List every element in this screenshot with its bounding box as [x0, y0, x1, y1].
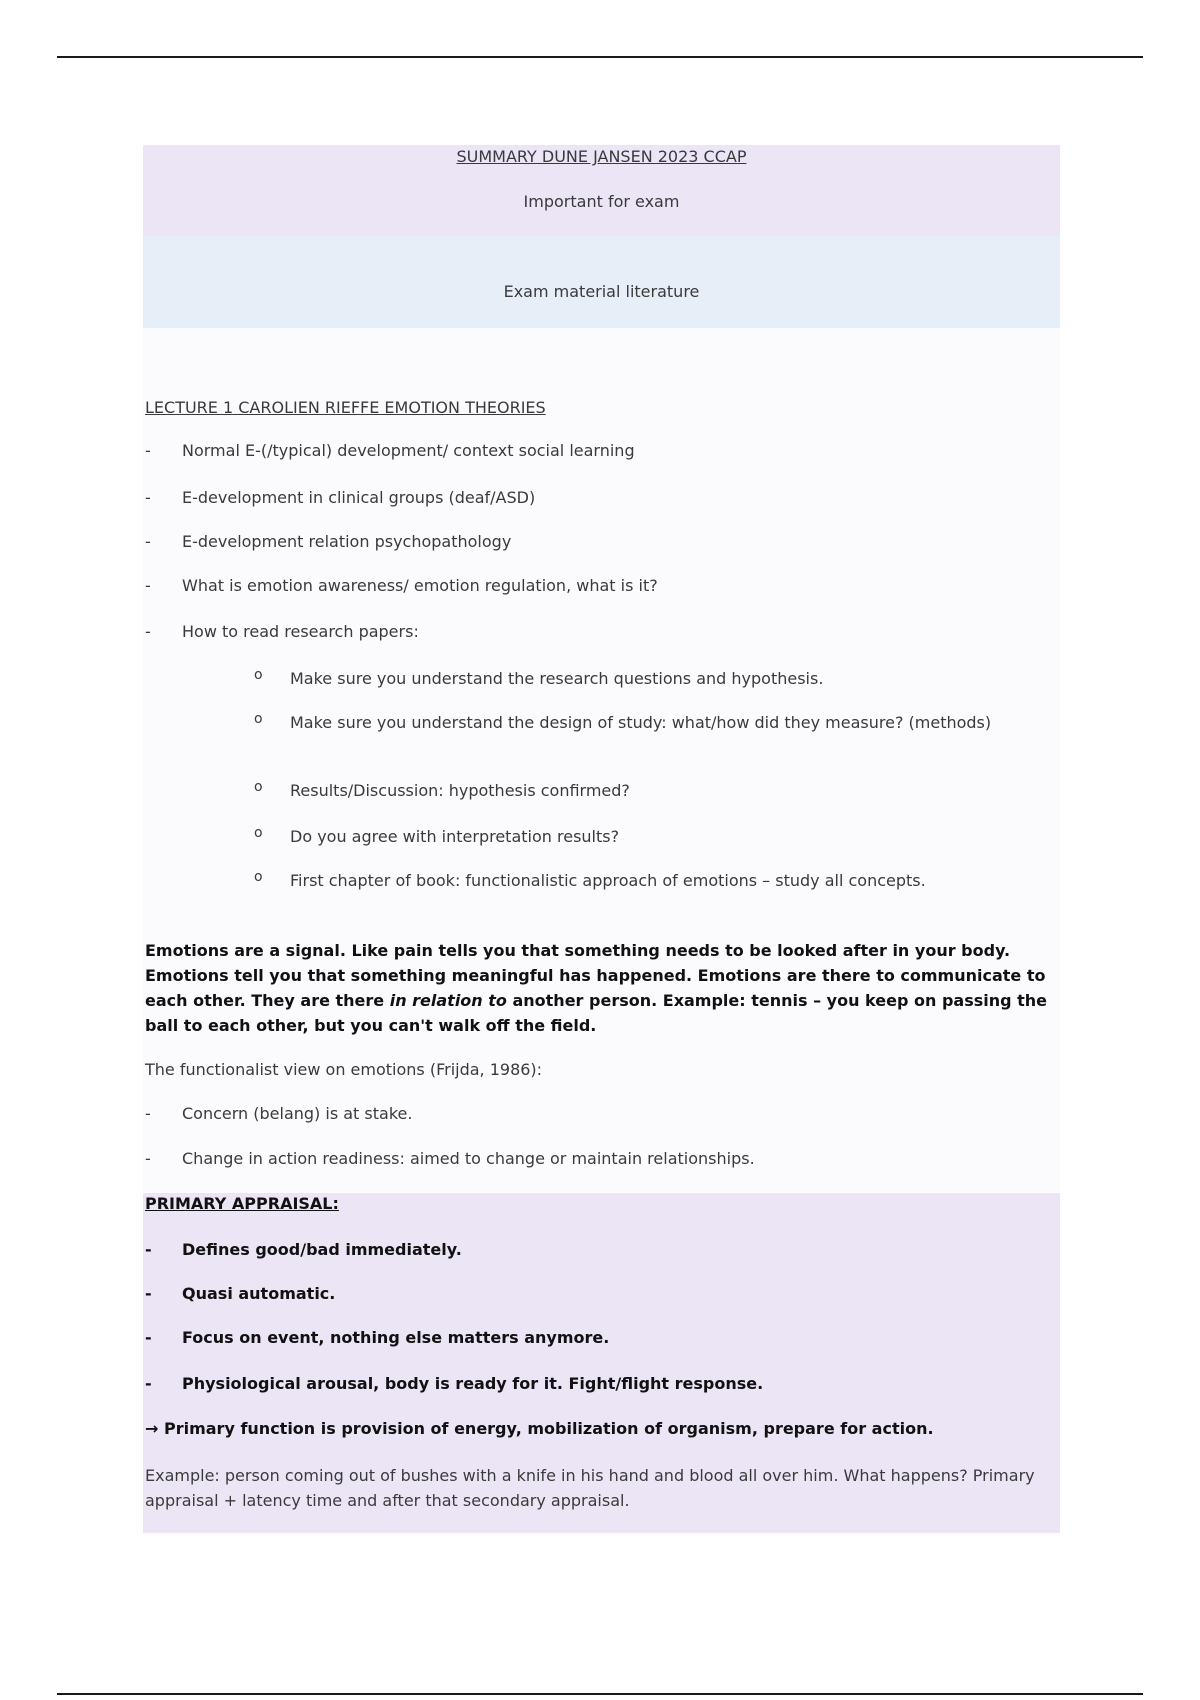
- list-item-text: Change in action readiness: aimed to change or maintain relationships.: [182, 1149, 755, 1168]
- bullet-circle-icon: o: [254, 667, 263, 683]
- bullet-circle-icon: o: [254, 825, 263, 841]
- list-item-text: E-development in clinical groups (deaf/ASD): [182, 488, 536, 507]
- bullet-dash: -: [145, 532, 151, 551]
- bullet-dash: -: [145, 441, 151, 460]
- primary-appraisal-example: Example: person coming out of bushes with a knife in his hand and blood all over him. What happens? Primary appraisal + latency time and after that secondary appraisal.: [145, 1466, 1035, 1510]
- top-rule: [57, 56, 1143, 58]
- primary-appraisal-heading: PRIMARY APPRAISAL:: [145, 1194, 339, 1213]
- lecture-heading: LECTURE 1 CAROLIEN RIEFFE EMOTION THEORIES: [145, 398, 546, 417]
- list-item-text: Physiological arousal, body is ready for it. Fight/flight response.: [182, 1374, 764, 1393]
- list-item-text: Focus on event, nothing else matters anymore.: [182, 1328, 610, 1347]
- sub-list-item-text: First chapter of book: functionalistic approach of emotions – study all concepts.: [290, 871, 926, 890]
- list-item-text: What is emotion awareness/ emotion regulation, what is it?: [182, 576, 658, 595]
- bullet-dash: -: [145, 1104, 151, 1123]
- sub-list-item-text: Do you agree with interpretation results?: [290, 827, 620, 846]
- bullet-dash: -: [145, 1240, 152, 1259]
- bullet-dash: -: [145, 1284, 152, 1303]
- bullet-circle-icon: o: [254, 779, 263, 795]
- bullet-dash: -: [145, 622, 151, 641]
- legend-literature-label: Exam material literature: [503, 282, 700, 301]
- bullet-dash: -: [145, 488, 151, 507]
- emotions-signal-paragraph: [145, 938, 1050, 1038]
- document-title: SUMMARY DUNE JANSEN 2023 CCAP: [456, 147, 747, 166]
- functionalist-intro: The functionalist view on emotions (Frijda, 1986):: [145, 1060, 543, 1079]
- list-item-text: Concern (belang) is at stake.: [182, 1104, 413, 1123]
- list-item-text: Normal E-(/typical) development/ context social learning: [182, 441, 635, 460]
- bullet-dash: -: [145, 1374, 152, 1393]
- bullet-circle-icon: o: [254, 869, 263, 885]
- emotions-signal-text-2: another person. Example: tennis – you keep on passing the ball to each other, but you can't walk off the field.: [145, 991, 1048, 1035]
- bullet-dash: -: [145, 1328, 152, 1347]
- list-item-text: How to read research papers:: [182, 622, 419, 641]
- primary-function-text: Primary function is provision of energy, mobilization of organism, prepare for action.: [163, 1419, 934, 1438]
- sub-list-item-text: Results/Discussion: hypothesis confirmed?: [290, 781, 630, 800]
- list-item-text: E-development relation psychopathology: [182, 532, 512, 551]
- arrow-right-icon: →: [145, 1419, 159, 1438]
- emotions-signal-italic: in relation to: [389, 991, 507, 1010]
- legend-important-label: Important for exam: [523, 192, 680, 211]
- primary-function-line: [145, 1419, 1055, 1438]
- sub-list-item-text: Make sure you understand the design of study: what/how did they measure? (methods): [290, 713, 992, 732]
- bullet-dash: -: [145, 1149, 151, 1168]
- list-item-text: Quasi automatic.: [182, 1284, 336, 1303]
- bottom-rule: [57, 1693, 1143, 1695]
- sub-list-item-text: Make sure you understand the research questions and hypothesis.: [290, 669, 824, 688]
- bullet-circle-icon: o: [254, 711, 263, 727]
- emotions-signal-text-1: Emotions are a signal. Like pain tells you that something needs to be looked after in your body. Emotions tell you that something meaningful has happened. Emotions are there to communicate to each other. They are there: [145, 941, 1046, 1010]
- bullet-dash: -: [145, 576, 151, 595]
- list-item-text: Defines good/bad immediately.: [182, 1240, 462, 1259]
